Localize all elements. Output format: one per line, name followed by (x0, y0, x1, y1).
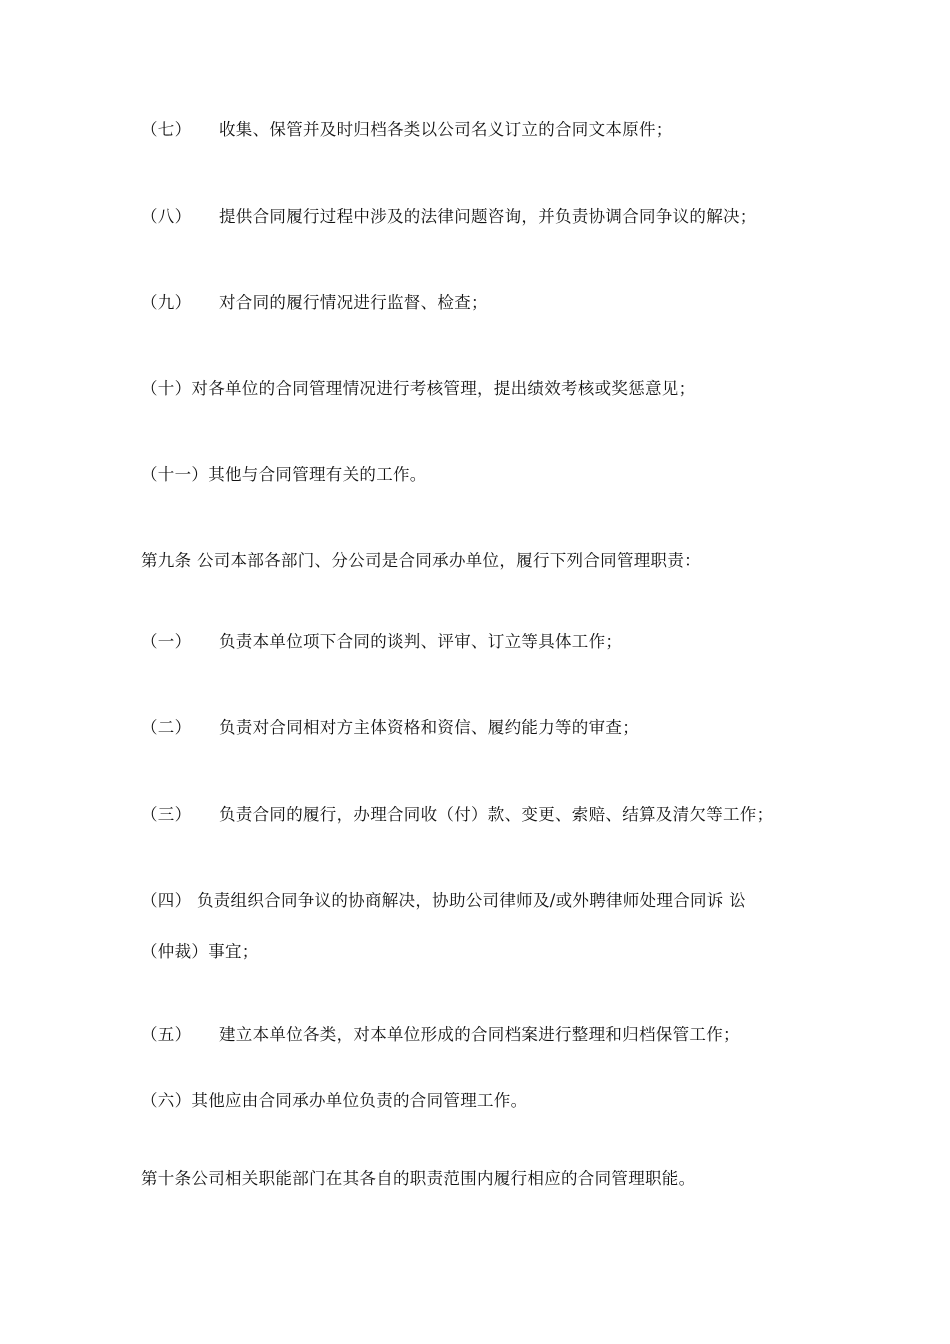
list-item (141, 1090, 527, 1112)
list-item (141, 890, 746, 912)
item-text: 对合同的履行情况进行监督、检查； (219, 293, 488, 312)
item-number: （一） (141, 632, 192, 651)
item-text: （仲裁）事宜； (141, 942, 259, 961)
article-heading (141, 550, 701, 572)
item-text: （十一）其他与合同管理有关的工作。 (141, 465, 427, 484)
article-text: 第九条 公司本部各部门、分公司是合同承办单位，履行下列合同管理职责： (141, 551, 701, 570)
item-text: 收集、保管并及时归档各类以公司名义订立的合同文本原件； (219, 120, 673, 139)
item-text: 负责本单位项下合同的谈判、评审、订立等具体工作； (219, 632, 623, 651)
item-text: （十）对各单位的合同管理情况进行考核管理，提出绩效考核或奖惩意见； (141, 379, 696, 398)
list-item (141, 464, 427, 486)
item-number: （二） (141, 718, 192, 737)
item-number: （八） (141, 207, 192, 226)
list-item (141, 292, 488, 314)
article-text: 第十条公司相关职能部门在其各自的职责范围内履行相应的合同管理职能。 (141, 1169, 696, 1188)
item-text: （四） 负责组织合同争议的协商解决，协助公司律师及/或外聘律师处理合同诉 讼 (141, 891, 746, 910)
list-item (141, 206, 757, 228)
list-item (141, 804, 773, 826)
item-number: （七） (141, 120, 192, 139)
article-heading (141, 1168, 695, 1190)
list-item (141, 717, 639, 739)
list-item (141, 119, 673, 141)
item-text: （六）其他应由合同承办单位负责的合同管理工作。 (141, 1091, 528, 1110)
item-number: （五） (141, 1025, 192, 1044)
list-item (141, 1024, 740, 1046)
item-text: 负责合同的履行，办理合同收（付）款、变更、索赔、结算及清欠等工作； (219, 805, 774, 824)
item-text: 负责对合同相对方主体资格和资信、履约能力等的审查； (219, 718, 639, 737)
list-item-continuation (141, 941, 259, 963)
list-item (141, 631, 622, 653)
item-text: 建立本单位各类，对本单位形成的合同档案进行整理和归档保管工作； (219, 1025, 740, 1044)
item-number: （三） (141, 805, 192, 824)
list-item (141, 378, 695, 400)
item-text: 提供合同履行过程中涉及的法律问题咨询，并负责协调合同争议的解决； (219, 207, 757, 226)
item-number: （九） (141, 293, 192, 312)
